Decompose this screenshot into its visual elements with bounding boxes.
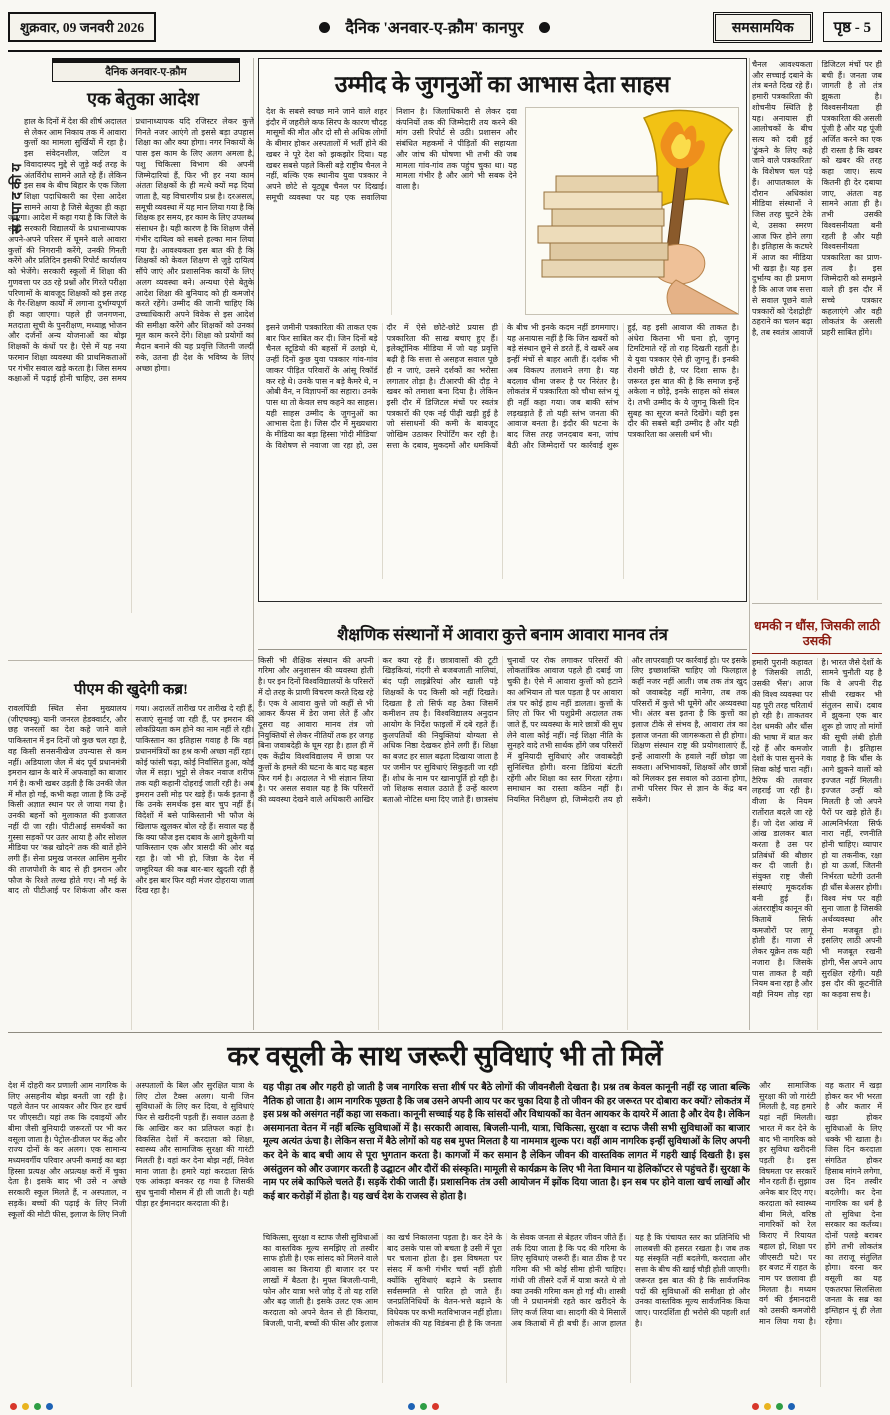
paper-name [166, 16, 703, 38]
registration-dots-center [408, 1403, 439, 1410]
masthead [8, 7, 882, 47]
registration-dots-right [752, 1403, 795, 1410]
power-article-body: हमारी पुरानी कहावत है 'जिसकी लाठी, उसकी भैंस'। आज की विश्व व्यवस्था पर यह पूरी तरह चरितार्थ हो रही है। ताकतवर देश धमकी और धौंस की भाषा में बात कर रहे हैं और कमजोर देशों के पास सुनने के सिवा कोई चारा नहीं। टैरिफ की तलवार लहराई जा रही है। वीजा के नियम रातोंरात बदले जा रहे हैं। जो देश आंख में आंख डालकर बात करता है उस पर प्रतिबंधों की बौछार कर दी जाती है। संयुक्त राष्ट्र जैसी संस्थाएं मूकदर्शक बनी हुई हैं। अंतरराष्ट्रीय कानून की किताबें सिर्फ कमजोरों पर लागू होती हैं। गाजा से लेकर यूक्रेन तक यही नजारा है। जिसके पास ताकत है वही नियम बना रहा है और वही नियम तोड़ रहा है। भारत जैसे देशों के सामने चुनौती यह है कि वे अपनी रीढ़ सीधी रखकर भी संतुलन साधें। दबाव में झुकना एक बार शुरू हो जाए तो मांगों की सूची लंबी होती जाती है। इतिहास गवाह है कि धौंस के आगे झुकने वालों को इज्जत नहीं मिलती। इज्जत उन्हीं को मिलती है जो अपने पैरों पर खड़े होते हैं। आत्मनिर्भरता सिर्फ नारा नहीं, रणनीति होनी चाहिए। व्यापार हो या तकनीक, रक्षा हो या ऊर्जा, जितनी निर्भरता घटेगी उतनी ही धौंस बेअसर होगी। विश्व मंच पर वही सुना जाता है जिसकी अर्थव्यवस्था और सेना मजबूत हो। इसलिए लाठी अपनी भी मजबूत रखनी होगी, भैंस अपने आप सुरक्षित रहेगी। यही इस दौर की कूटनीति का कड़वा सच है। [752, 657, 882, 1000]
editorial-kicker: दैनिक अनवार-ए-क़ौम [52, 58, 240, 82]
pm-article-title: पीएम की खुदेगी कब्र! [74, 682, 188, 698]
editorial-body-text: हाल के दिनों में देश की शीर्ष अदालत से लेकर आम निकाय तक में आवारा कुत्तों का मामला सुर्खियों में रहा है। इस संवेदनशील, जटिल व विवादास्पद मुद्दे से जुड़े कई तरह के अंतर्विरोध सामने आते रहे हैं। लेकिन इस सब के बीच बिहार के एक जिला शिक्षा पदाधिकारी का ऐसा आदेश सामने आया है जिसे बेतुका ही कहा जाएगा। आदेश में कहा गया है कि जिले के सभी सरकारी विद्यालयों के प्रधानाध्यापक अपने-अपने परिसर में घूमने वाले आवारा कुत्तों की निगरानी करेंगे, उनकी गिनती करेंगे और प्रतिदिन इसकी रिपोर्ट कार्यालय को भेजेंगे। सरकारी स्कूलों में शिक्षा की गुणवत्ता पर उठ रहे प्रश्नों और गिरते परीक्षा परिणामों के बावजूद शिक्षकों को इस तरह के गैर-शिक्षण कार्यों में लगाना दुर्भाग्यपूर्ण ही कहा जाएगा। पहले ही जनगणना, मतदाता सूची के पुनरीक्षण, मध्याह्न भोजन और दर्जनों अन्य योजनाओं का बोझ शिक्षकों के कंधों पर है। ऐसे में यह नया फरमान शिक्षा व्यवस्था की प्राथमिकताओं पर गंभीर सवाल खड़े करता है। जिस समय कक्षाओं में पढ़ाई होनी चाहिए, उस समय प्रधानाध्यापक यदि रजिस्टर लेकर कुत्ते गिनते नजर आएंगे तो इससे बड़ा उपहास शिक्षा का और क्या होगा। नगर निकायों के पास इस काम के लिए अलग अमला है, पशु चिकित्सा विभाग की अपनी जिम्मेदारियां हैं, फिर भी हर नया काम अंततः शिक्षकों के ही मत्थे क्यों मढ़ दिया जाता है, यह विचारणीय प्रश्न है। दरअसल, समूची व्यवस्था में यह मान लिया गया है कि शिक्षक हर समय, हर काम के लिए उपलब्ध संसाधन है। यही कारण है कि शिक्षण जैसे गंभीर दायित्व को सबसे हल्का मान लिया गया है। आवश्यकता इस बात की है कि शिक्षकों को केवल शिक्षण से जुड़े दायित्व सौंपे जाएं और प्रशासनिक कार्यों के लिए अलग व्यवस्था बने। अन्यथा ऐसे बेतुके आदेश शिक्षा की बुनियाद को ही कमजोर करते रहेंगे। उम्मीद की जानी चाहिए कि उच्चाधिकारी अपने विवेक से इस आदेश की समीक्षा करेंगे और शिक्षकों को उनका मूल काम करने देंगे। शिक्षा को प्रयोगों का मैदान बनाने की यह प्रवृत्ति जितनी जल्दी रुके, उतना ही देश के भविष्य के लिए अच्छा होगा। [8, 117, 254, 384]
masthead-rule [8, 50, 882, 52]
paper-name-text: दैनिक 'अनवार-ए-क़ौम' कानपुर [345, 20, 524, 37]
lead-article-title: उम्मीद के जुगनुओं का आभास देता साहस [334, 72, 671, 97]
registration-dots-left [10, 1403, 53, 1410]
torch-books-illustration [525, 107, 739, 315]
tax-article-right-column: और सामाजिक सुरक्षा की जो गारंटी मिलती है, वह हमारे यहां नहीं मिलती। भारत में कर देने के बाद भी नागरिक को हर सुविधा खरीदनी पड़ती है। इस विषमता पर सरकारें मौन रहती हैं। सुझाव अनेक बार दिए गए। करदाता को स्वास्थ्य बीमा मिले, वरिष्ठ नागरिकों को रेल किराए में रियायत बहाल हो, शिक्षा पर जीएसटी घटे। पर हर बजट में राहत के नाम पर छलावा ही मिलता है। मध्यम वर्ग की ईमानदारी को उसकी कमजोरी मान लिया गया है। वह कतार में खड़ा होकर कर भी भरता है और कतार में खड़ा होकर सुविधाओं के लिए धक्के भी खाता है। जिस दिन करदाता संगठित होकर हिसाब मांगने लगेगा, उस दिन तस्वीर बदलेगी। कर देना नागरिक का धर्म है तो सुविधा देना सरकार का कर्तव्य। दोनों पलड़े बराबर होंगे तभी लोकतंत्र का तराजू संतुलित होगा। वरना कर वसूली का यह एकतरफा सिलसिला जनता के सब्र का इम्तिहान यूं ही लेता रहेगा। [759, 1081, 882, 1326]
education-article-body: किसी भी शैक्षिक संस्थान की अपनी गरिमा और अनुशासन की व्यवस्था होती है। पर इन दिनों विश्वविद्यालयों के परिसरों में दो तरह के प्राणी विचरण करते दिख रहे हैं। एक वे आवारा कुत्ते जो कहीं से भी आकर कैंपस में डेरा जमा लेते हैं और दूसरा वह आवारा मानव तंत्र जो नियुक्तियों से लेकर नीतियों तक हर जगह बिना जवाबदेही के घूम रहा है। हाल ही में एक केंद्रीय विश्वविद्यालय में छात्रा पर कुत्तों के हमले की घटना के बाद यह बहस फिर गर्म है। अदालत ने भी संज्ञान लिया है। पर असल सवाल यह है कि परिसरों की व्यवस्था देखने वाले अधिकारी आखिर कर क्या रहे हैं। छात्रावासों की टूटी खिड़कियां, गंदगी से बजबजाती नालियां, बंद पड़ी लाइब्रेरियां और खाली पड़े शिक्षकों के पद किसी को नहीं दिखते। दिखता है तो सिर्फ वह ठेका जिसमें कमीशन तय है। विश्वविद्यालय अनुदान आयोग के निर्देश फाइलों में दबे रहते हैं। कुलपतियों की नियुक्तियां योग्यता से अधिक निष्ठा देखकर होने लगी हैं। शिक्षा का बजट हर साल बढ़ता दिखाया जाता है पर जमीन पर सुविधाएं सिकुड़ती जा रही हैं। शोध के नाम पर खानापूर्ति हो रही है। जो शिक्षक सवाल उठाते हैं उन्हें कारण बताओ नोटिस थमा दिए जाते हैं। छात्रसंघ चुनावों पर रोक लगाकर परिसरों की लोकतांत्रिक आवाज पहले ही दबाई जा चुकी है। ऐसे में आवारा कुत्तों को हटाने का अभियान तो चल पड़ता है पर आवारा तंत्र पर कोई हाथ नहीं डालता। कुत्तों के लिए तो फिर भी पशुप्रेमी अदालत तक जाते हैं, पर व्यवस्था के मारे छात्रों की सुध लेने वाला कोई नहीं। नई शिक्षा नीति के सुनहरे वादे तभी सार्थक होंगे जब परिसरों में बुनियादी सुविधाएं और जवाबदेही सुनिश्चित होगी। वरना डिग्रियां बंटती रहेंगी और शिक्षा का स्तर गिरता रहेगा। समाधान का रास्ता कठिन नहीं है। नियमित निरीक्षण हो, जिम्मेदारी तय हो और लापरवाही पर कार्रवाई हो। पर इसके लिए इच्छाशक्ति चाहिए जो फिलहाल कहीं नजर नहीं आती। जब तक तंत्र खुद को जवाबदेह नहीं मानेगा, तब तक परिसरों में कुत्ते भी घूमेंगे और अव्यवस्था भी। अंतर बस इतना है कि कुत्तों का इलाज टीके से संभव है, आवारा तंत्र का इलाज जनता की जागरूकता से ही होगा। शिक्षण संस्थान राष्ट्र की प्रयोगशालाएं हैं, इन्हें आवारगी के हवाले नहीं छोड़ा जा सकता। अभिभावकों, शिक्षकों और छात्रों को मिलकर इस सवाल को उठाना होगा, तभी परिसर फिर से ज्ञान के केंद्र बन सकेंगे। [258, 655, 747, 805]
lead-article-body: इसने जमीनी पत्रकारिता की ताकत एक बार फिर साबित कर दी। जिन दिनों बड़े चैनल स्टूडियो की बहसों में उलझे थे, उन्हीं दिनों कुछ युवा पत्रकार गांव-गांव जाकर पीड़ित परिवारों के आंसू रिकॉर्ड कर रहे थे। उनके पास न बड़े कैमरे थे, न ओबी वैन, न विज्ञापनों का सहारा। उनके पास था तो केवल सच कहने का साहस। यही साहस उम्मीद के जुगनुओं का आभास देता है। जिस दौर में मुख्यधारा के मीडिया का बड़ा हिस्सा 'गोदी मीडिया' के विशेषण से नवाजा जा रहा हो, उस दौर में ऐसे छोटे-छोटे प्रयास ही पत्रकारिता की साख बचाए हुए हैं। इलेक्ट्रॉनिक मीडिया में जो यह प्रवृत्ति बढ़ी है कि सत्ता से असहज सवाल पूछे ही न जाएं, उसने दर्शकों का भरोसा लगातार तोड़ा है। टीआरपी की दौड़ ने खबर को तमाशा बना दिया है। लेकिन इसी दौर में डिजिटल मंचों पर स्वतंत्र पत्रकारों की एक नई पीढ़ी खड़ी हुई है जो संसाधनों की कमी के बावजूद जोखिम उठाकर रिपोर्टिंग कर रही है। सत्ता के दबाव, मुकदमों और धमकियों के बीच भी इनके कदम नहीं डगमगाए। यह अनायास नहीं है कि जिन खबरों को बड़े संस्थान छूने से डरते हैं, वे खबरें अब इन्हीं मंचों से बाहर आती हैं। दर्शक भी अब विकल्प तलाशने लगा है। यह बदलाव धीमा जरूर है पर निरंतर है। लोकतंत्र में पत्रकारिता को चौथा स्तंभ यूं ही नहीं कहा गया। जब बाकी स्तंभ लड़खड़ाते हैं तो यही स्तंभ जनता की आवाज बनता है। इंदौर की घटना के बाद जिस तरह जनदबाव बना, जांच बैठी और जिम्मेदारों पर कार्रवाई शुरू हुई, वह इसी आवाज की ताकत है। अंधेरा कितना भी घना हो, जुगनू टिमटिमाते रहें तो राह दिखती रहती है। ये युवा पत्रकार ऐसे ही जुगनू हैं। इनकी रोशनी छोटी है, पर दिशा साफ है। जरूरत इस बात की है कि समाज इन्हें अकेला न छोड़े, इनके साहस को संबल दे। तभी उम्मीद के ये जुगनू किसी दिन सुबह का सूरज बनते दिखेंगे। यही इस दौर की सबसे बड़ी उम्मीद है और यही पत्रकारिता का असली धर्म भी। [266, 323, 739, 450]
tax-article-intro: यह पीड़ा तब और गहरी हो जाती है जब नागरिक सत्ता शीर्ष पर बैठे लोगों की जीवनशैली देखता है। प्रश्न तब केवल कानूनी नहीं रह जाता बल्कि नैतिक हो जाता है। आम नागरिक पूछता है कि जब उसने अपनी आय पर कर चुका दिया है तो जीवन की हर जरूरत पर दोबारा कर क्यों? लोकतंत्र में इस प्रश्न को असंगत नहीं कहा जा सकता। कानूनी सच्चाई यह है कि सांसदों और विधायकों का वेतन आयकर के दायरे में आता है और देय है। लेकिन असमानता वेतन में नहीं बल्कि सुविधाओं में है। सरकारी आवास, बिजली-पानी, यात्रा, चिकित्सा, सुरक्षा व स्टाफ जैसी सभी सुविधाओं का बाजार मूल्य अत्यंत ऊंचा है। लेकिन सत्ता में बैठे लोगों को यह सब मुफ्त मिलता है या नाममात्र शुल्क पर। वहीं आम नागरिक इन्हीं सुविधाओं के लिए अपनी कर देने के बाद बची आय से पूरा भुगतान करता है। कागजों में कर समान है लेकिन जीवन की वास्तविक लागत में गहरी खाई दिखती है। इस असंतुलन को और उजागर करती है उद्घाटन और दौरों की संस्कृति। मामूली से कार्यक्रम के लिए भी नेता विमान या हेलिकॉप्टर से पहुंचते हैं। सुरक्षा के नाम पर लंबे काफिले चलते हैं। सड़कें रोकी जाती हैं। प्रशासनिक तंत्र उसी आयोजन में झोंक दिया जाता है। इन सब पर होने वाला खर्च लाखों और कई बार करोड़ों में होता है। यह खर्च देश के राजस्व से होता है। [263, 1082, 750, 1202]
tax-article-title: कर वसूली के साथ जरूरी सुविधाएं भी तो मिलें [227, 1041, 663, 1071]
editorial-article [8, 58, 254, 658]
lead-article-intro: देश के सबसे स्वच्छ माने जाने वाले शहर इंदौर में जहरीले कफ सिरप के कारण चौदह मासूमों की मौत और दो सौ से अधिक लोगों के बीमार होकर अस्पतालों में भर्ती होने की खबर ने पूरे देश को झकझोर दिया। यह खबर सबसे पहले किसी बड़े राष्ट्रीय चैनल ने नहीं, बल्कि एक स्थानीय युवा पत्रकार ने अपने छोटे से यूट्यूब चैनल पर दिखाई। समूची व्यवस्था पर यह एक सवालिया निशान है। जिलाधिकारी से लेकर दवा कंपनियों तक की जिम्मेदारी तय करने की मांग उसी रिपोर्ट से उठी। प्रशासन और संबंधित महकमों ने पीड़ितों की सहायता और जांच की घोषणा भी तभी की जब मामला गांव-गांव तक पहुंच चुका था। यह मामला गंभीर है और आगे भी सबक देने वाला है। [266, 107, 517, 202]
tax-article-columns [8, 1081, 882, 1387]
tax-article-left-column: देश में दोहरी कर प्रणाली आम नागरिक के लिए असहनीय बोझ बनती जा रही है। पहले वेतन पर आयकर और फिर हर खर्च पर जीएसटी। यहां तक कि दवाइयों और बीमा जैसी बुनियादी जरूरतों पर भी कर वसूला जाता है। पेट्रोल-डीजल पर केंद्र और राज्य दोनों के कर अलग। एक सामान्य मध्यमवर्गीय परिवार अपनी कमाई का बड़ा हिस्सा प्रत्यक्ष और अप्रत्यक्ष करों में चुका देता है। इसके बाद भी उसे न अच्छे सरकारी स्कूल मिलते हैं, न अस्पताल, न सड़कें। बच्चों की पढ़ाई के लिए निजी स्कूलों की मोटी फीस, इलाज के लिए निजी अस्पतालों के बिल और सुरक्षित यात्रा के लिए टोल टैक्स अलग। यानी जिन सुविधाओं के लिए कर दिया, वे सुविधाएं फिर से खरीदनी पड़ती हैं। सवाल उठता है कि आखिर कर का प्रतिफल कहां है। विकसित देशों में करदाता को शिक्षा, स्वास्थ्य और सामाजिक सुरक्षा की गारंटी मिलती है। वहां कर देना बोझ नहीं, निवेश माना जाता है। हमारे यहां करदाता सिर्फ एक आंकड़ा बनकर रह गया है जिसकी सुध चुनावी मौसम में ही ली जाती है। यही पीड़ा हर ईमानदार करदाता की है। [8, 1081, 254, 1219]
section-badge: समसामयिक [713, 12, 813, 43]
lead-article-continuation-text: चैनल आवश्यकता और सच्चाई दबाने के तंत्र बनते दिख रहे हैं। हमारी पत्रकारिता की शोचनीय स्थिति है यह। अनायास ही आलोचकों के बीच सत्य को दबी हुई 'ढुंकने के लिए कहे जाने वाले पत्रकारिता' के विशेषण चल पड़े हैं। आपातकाल के दौरान अधिकांश मीडिया संस्थानों ने जिस तरह घुटने टेके थे, उसका स्मरण आज फिर होने लगा है। इतिहास के कटघरे में आज का मीडिया भी खड़ा है। यह इस दुर्भाग्य का ही प्रमाण है कि आज जब सत्ता से सवाल पूछने वाले पत्रकारों को 'देशद्रोही' ठहराने का चलन बढ़ा है, तब स्वतंत्र आवाजें डिजिटल मंचों पर ही बची हैं। जनता जब जागती है तो तंत्र झुकता है। विश्वसनीयता ही पत्रकारिता की असली पूंजी है और यह पूंजी अर्जित करने का एक ही रास्ता है कि खबर को खबर की तरह कहा जाए। सत्य कितनी ही देर दबाया जाए, अंततः वह सामने आता ही है। तभी उसकी विश्वसनीयता बनी रहती है और यही विश्वसनीयता पत्रकारिता का प्राण-तत्व है। इस जिम्मेदारी को समझने वाले ही इस दौर में सच्चे पत्रकार कहलाएंगे और वही लोकतंत्र के असली प्रहरी साबित होंगे। [752, 60, 882, 337]
lead-article-top [266, 107, 739, 315]
tax-article [8, 1036, 882, 1396]
power-article [752, 606, 882, 1030]
power-article-title: धमकी न धौंस, जिसकी लाठी उसकी [752, 619, 882, 654]
lead-article [258, 58, 747, 602]
bullet-icon [319, 22, 330, 33]
page-number: पृष्ठ - 5 [823, 12, 882, 42]
tax-article-body: चिकित्सा, सुरक्षा व स्टाफ जैसी सुविधाओं का वास्तविक मूल्य समझिए तो तस्वीर साफ होती है। एक सांसद को मिलने वाले आवास का किराया ही बाजार दर पर लाखों में बैठता है। मुफ्त बिजली-पानी, फोन और यात्रा भत्ते जोड़ दें तो यह राशि और बढ़ जाती है। इसके उलट एक आम करदाता को अपने वेतन से ही किराया, बिजली, पानी, बच्चों की फीस और इलाज का खर्च निकालना पड़ता है। कर देने के बाद उसके पास जो बचता है उसी में पूरा घर चलाना होता है। इस विषमता पर संसद में कभी गंभीर चर्चा नहीं होती क्योंकि सुविधाएं बढ़ाने के प्रस्ताव सर्वसम्मति से पारित हो जाते हैं। जनप्रतिनिधियों के वेतन-भत्ते बढ़ाने के विधेयक पर कभी मतविभाजन नहीं होता। लोकतंत्र की यह विडंबना ही है कि जनता के सेवक जनता से बेहतर जीवन जीते हैं। तर्क दिया जाता है कि पद की गरिमा के लिए सुविधाएं जरूरी हैं। बात ठीक है पर गरिमा की भी कोई सीमा होनी चाहिए। गांधी जी तीसरे दर्जे में यात्रा करते थे तो क्या उनकी गरिमा कम हो गई थी। शास्त्री जी ने प्रधानमंत्री रहते कार खरीदने के लिए कर्ज लिया था। सादगी की ये मिसालें अब किताबों में ही बची हैं। आज हालत यह है कि पंचायत स्तर का प्रतिनिधि भी लालबत्ती की हसरत रखता है। जब तक यह संस्कृति नहीं बदलेगी, करदाता और सत्ता के बीच की खाई चौड़ी होती जाएगी। जरूरत इस बात की है कि सार्वजनिक पदों की सुविधाओं की समीक्षा हो और उनका वास्तविक मूल्य सार्वजनिक किया जाए। पारदर्शिता ही भरोसे की पहली शर्त है। [263, 1233, 750, 1328]
section-divider [752, 603, 882, 604]
section-divider [8, 660, 254, 661]
section-divider [8, 1032, 882, 1033]
tax-article-middle [263, 1081, 750, 1387]
education-article-title: शैक्षणिक संस्थानों में आवारा कुत्ते बनाम आवारा मानव तंत्र [258, 622, 747, 650]
lead-article-continuation [752, 60, 882, 600]
editorial-title: एक बेतुका आदेश [87, 89, 199, 109]
education-article [258, 608, 747, 1030]
editorial-side-label: सम्पादकीय [10, 160, 25, 234]
editorial-body [8, 117, 254, 613]
pm-article-body: रावलपिंडी स्थित सेना मुख्यालय (जीएचक्यू) यानी जनरल हेडक्वार्टर, और छह जनरलों का देश कहे जाने वाले पाकिस्तान में इन दिनों जो कुछ चल रहा है, वह किसी सनसनीखेज उपन्यास से कम नहीं। अडियाला जेल में बंद पूर्व प्रधानमंत्री इमरान खान के बारे में अफवाहों का बाजार गर्म है। कभी खबर उड़ती है कि उनकी जेल में मौत हो गई, कभी कहा जाता है कि उन्हें किसी अज्ञात स्थान पर ले जाया गया है। उनकी बहनों को मुलाकात की इजाजत नहीं दी जा रही। पीटीआई समर्थकों का गुस्सा सड़कों पर उतर आया है और सोशल मीडिया पर 'कब्र खोदने' तक की बातें होने लगी हैं। सेना प्रमुख जनरल आसिम मुनीर की ताजपोशी के बाद से ही इमरान और फौज के रिश्ते तल्ख होते गए। नौ मई के बाद तो पीटीआई पर शिकंजा और कस गया। अदालतें तारीख पर तारीख दे रही हैं, सजाएं सुनाई जा रही हैं, पर इमरान की लोकप्रियता कम होने का नाम नहीं ले रही। पाकिस्तान का इतिहास गवाह है कि वहां प्रधानमंत्रियों का हश्र कभी अच्छा नहीं रहा। कोई फांसी चढ़ा, कोई निर्वासित हुआ, कोई जेल में सड़ा। भुट्टो से लेकर नवाज शरीफ तक यही कहानी दोहराई जाती रही है। अब इमरान उसी मोड़ पर खड़े हैं। फर्क इतना है कि उनके समर्थक इस बार चुप नहीं हैं। विदेशों में बसे पाकिस्तानी भी फौज के खिलाफ खुलकर बोल रहे हैं। सवाल यह है कि क्या फौज इस दबाव के आगे झुकेगी या पाकिस्तान एक और त्रासदी की ओर बढ़ रहा है। जो भी हो, जिन्ना के देश में जम्हूरियत की कब्र बार-बार खुदती रही है और इस बार फिर वही मंजर दोहराया जाता दिख रहा है। [8, 704, 254, 896]
pm-article [8, 664, 254, 1030]
column-divider [749, 58, 750, 1030]
bullet-icon [539, 22, 550, 33]
date-box: शुक्रवार, 09 जनवरी 2026 [8, 12, 156, 42]
